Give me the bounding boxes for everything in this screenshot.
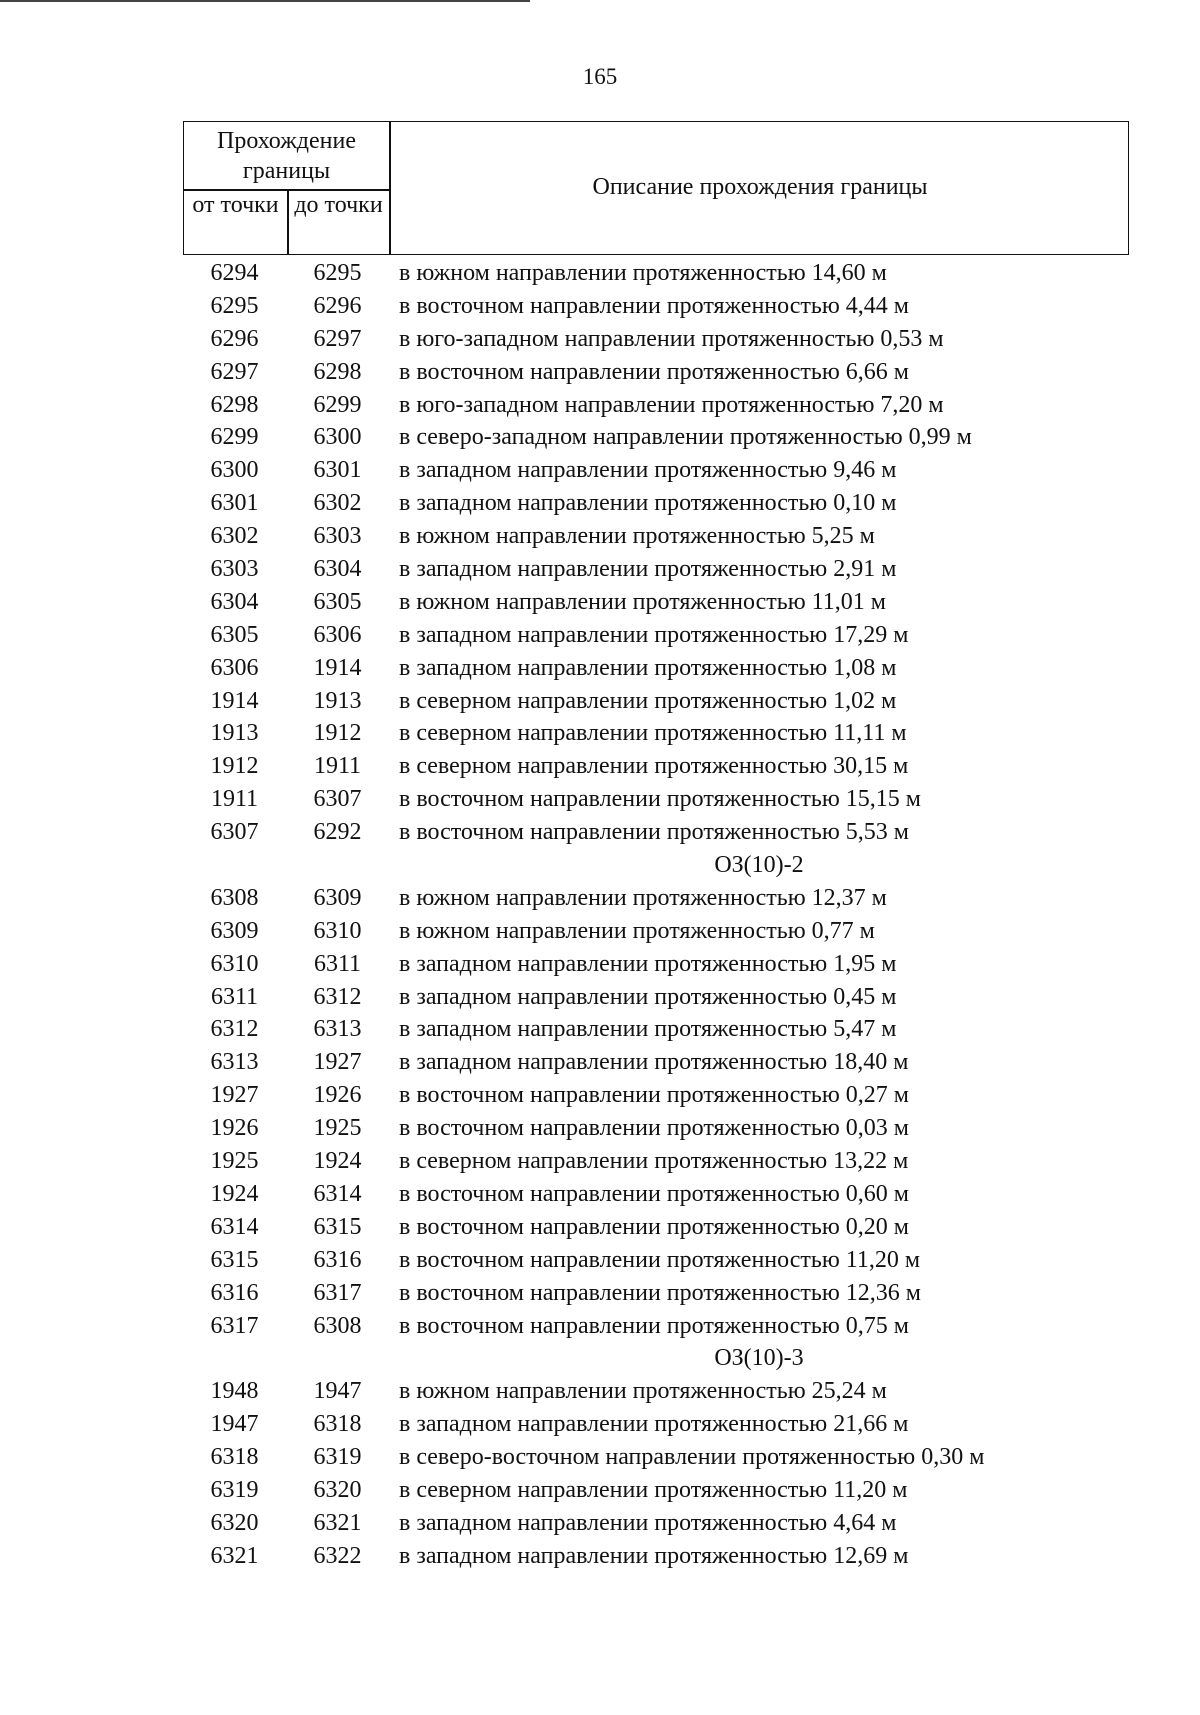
to-point-cell: 6299 [313, 391, 362, 418]
from-point-cell: 6313 [210, 1049, 259, 1076]
to-point-cell: 6295 [313, 260, 362, 286]
from-point-cell: 6309 [210, 917, 259, 944]
description-cell: в северном направлении протяженностью 30,15 м [399, 753, 909, 780]
header-boundary-passage: Прохождение границы [216, 128, 356, 184]
table-row [183, 1277, 1183, 1310]
table-row [183, 421, 1183, 454]
from-point-cell: 1926 [210, 1115, 259, 1142]
description-cell: в западном направлении протяженностью 2,91 м [399, 556, 897, 583]
description-cell: в восточном направлении протяженностью 0,75 м [399, 1312, 909, 1339]
description-cell: в восточном направлении протяженностью 12,36 м [399, 1279, 921, 1306]
from-point-cell: 6316 [210, 1279, 259, 1306]
table-row [183, 783, 1183, 816]
table-row [183, 882, 1183, 915]
header-from-point: от точки [192, 192, 279, 218]
to-point-cell: 6301 [313, 457, 362, 484]
from-point-cell: 6304 [210, 588, 259, 615]
description-cell: в западном направлении протяженностью 5,47 м [399, 1016, 897, 1043]
description-cell: в юго-западном направлении протяженностью 7,20 м [399, 391, 944, 418]
table-row [183, 1079, 1183, 1112]
description-cell: в восточном направлении протяженностью 0,20 м [399, 1213, 909, 1240]
from-point-cell: 1913 [210, 720, 259, 747]
table-row [183, 619, 1183, 652]
from-point-cell: 6298 [210, 391, 259, 418]
table-row [183, 1375, 1183, 1408]
description-cell: в северо-западном направлении протяженностью 0,99 м [399, 424, 972, 451]
description-cell: в южном направлении протяженностью 11,01 м [399, 588, 886, 615]
to-point-cell: 6322 [313, 1542, 362, 1569]
from-point-cell: 6299 [210, 424, 259, 451]
table-row [183, 915, 1183, 948]
table-row [183, 389, 1183, 422]
scan-edge-line [0, 0, 530, 2]
section-heading [183, 1342, 1183, 1375]
table-row [183, 948, 1183, 981]
description-cell: в восточном направлении протяженностью 15,15 м [399, 786, 921, 813]
header-to-point: до точки [294, 192, 383, 218]
from-point-cell: 1948 [210, 1378, 259, 1405]
to-point-cell: 6319 [313, 1444, 362, 1471]
page-number: 165 [582, 64, 618, 89]
description-cell: в северном направлении протяженностью 11,11 м [399, 720, 907, 747]
to-point-cell: 6307 [313, 786, 362, 813]
description-cell: в восточном направлении протяженностью 0,27 м [399, 1082, 909, 1109]
to-point-cell: 1912 [313, 720, 362, 747]
from-point-cell: 6302 [210, 523, 259, 550]
from-point-cell: 6307 [210, 819, 259, 846]
description-cell: в восточном направлении протяженностью 5,53 м [399, 819, 909, 846]
from-point-cell: 1947 [210, 1411, 259, 1438]
table-row [183, 356, 1183, 389]
from-point-cell: 6300 [210, 457, 259, 484]
from-point-cell: 6306 [210, 654, 259, 681]
table-row [183, 553, 1183, 586]
description-cell: в южном направлении протяженностью 12,37 м [399, 884, 887, 911]
table-row [183, 816, 1183, 849]
to-point-cell: 6306 [313, 621, 362, 648]
section-title: ОЗ(10)-3 [714, 1345, 804, 1372]
description-cell: в западном направлении протяженностью 1,95 м [399, 950, 897, 977]
to-point-cell: 6312 [313, 983, 362, 1010]
description-cell: в южном направлении протяженностью 14,60 м [399, 260, 887, 286]
from-point-cell: 6308 [210, 884, 259, 911]
to-point-cell: 6300 [313, 424, 362, 451]
section-title: ОЗ(10)-2 [714, 852, 804, 879]
from-point-cell: 1925 [210, 1148, 259, 1175]
to-point-cell: 6320 [313, 1476, 362, 1503]
description-cell: в восточном направлении протяженностью 0,03 м [399, 1115, 909, 1142]
table-row [183, 1178, 1183, 1211]
table-row [183, 1441, 1183, 1474]
description-cell: в западном направлении протяженностью 0,45 м [399, 983, 897, 1010]
to-point-cell: 6316 [313, 1246, 362, 1273]
to-point-cell: 1924 [313, 1148, 362, 1175]
description-cell: в южном направлении протяженностью 25,24 м [399, 1378, 887, 1405]
to-point-cell: 1925 [313, 1115, 362, 1142]
to-point-cell: 6313 [313, 1016, 362, 1043]
description-cell: в западном направлении протяженностью 12,69 м [399, 1542, 909, 1569]
description-cell: в западном направлении протяженностью 21,66 м [399, 1411, 909, 1438]
description-cell: в восточном направлении протяженностью 6,66 м [399, 358, 909, 385]
description-cell: в западном направлении протяженностью 0,10 м [399, 490, 897, 517]
from-point-cell: 6320 [210, 1509, 259, 1536]
from-point-cell: 6312 [210, 1016, 259, 1043]
from-point-cell: 6318 [210, 1444, 259, 1471]
table-row [183, 1046, 1183, 1079]
section-heading [183, 849, 1183, 882]
to-point-cell: 1913 [313, 687, 362, 714]
from-point-cell: 6295 [210, 292, 259, 319]
to-point-cell: 1926 [313, 1082, 362, 1109]
description-cell: в южном направлении протяженностью 0,77 м [399, 917, 875, 944]
from-point-cell: 6303 [210, 556, 259, 583]
description-cell: в восточном направлении протяженностью 11,20 м [399, 1246, 921, 1273]
header-description: Описание прохождения границы [592, 174, 928, 200]
from-point-cell: 1914 [210, 687, 259, 714]
table-row [183, 520, 1183, 553]
description-cell: в северном направлении протяженностью 13,22 м [399, 1148, 909, 1175]
table-row [183, 1540, 1183, 1573]
from-point-cell: 6314 [210, 1213, 259, 1240]
from-point-cell: 6311 [210, 983, 259, 1010]
table-row [183, 290, 1183, 323]
from-point-cell: 6294 [210, 260, 259, 286]
to-point-cell: 6304 [313, 556, 362, 583]
to-point-cell: 1947 [313, 1378, 362, 1405]
to-point-cell: 1914 [313, 654, 362, 681]
description-cell: в северном направлении протяженностью 11,20 м [399, 1476, 908, 1503]
table-row [183, 1507, 1183, 1540]
from-point-cell: 1924 [210, 1180, 259, 1207]
table-row [183, 1244, 1183, 1277]
table-row [183, 1145, 1183, 1178]
to-point-cell: 6309 [313, 884, 362, 911]
table-row [183, 487, 1183, 520]
to-point-cell: 6318 [313, 1411, 362, 1438]
to-point-cell: 6315 [313, 1213, 362, 1240]
table-row [183, 257, 1183, 290]
table-row [183, 685, 1183, 718]
description-cell: в западном направлении протяженностью 1,08 м [399, 654, 897, 681]
table-row [183, 981, 1183, 1014]
table-row [183, 1310, 1183, 1343]
to-point-cell: 6303 [313, 523, 362, 550]
table-row [183, 750, 1183, 783]
table-row [183, 586, 1183, 619]
table-header [183, 121, 1129, 255]
description-cell: в восточном направлении протяженностью 4,44 м [399, 292, 909, 319]
table-row [183, 1211, 1183, 1244]
from-point-cell: 1927 [210, 1082, 259, 1109]
to-point-cell: 6308 [313, 1312, 362, 1339]
to-point-cell: 6305 [313, 588, 362, 615]
table-row [183, 1112, 1183, 1145]
from-point-cell: 1912 [210, 753, 259, 780]
to-point-cell: 6298 [313, 358, 362, 385]
table-body [183, 257, 1183, 1573]
table-row [183, 1474, 1183, 1507]
from-point-cell: 6321 [210, 1542, 259, 1569]
description-cell: в западном направлении протяженностью 18,40 м [399, 1049, 909, 1076]
from-point-cell: 6317 [210, 1312, 259, 1339]
from-point-cell: 6301 [210, 490, 259, 517]
description-cell: в восточном направлении протяженностью 0,60 м [399, 1180, 909, 1207]
from-point-cell: 6305 [210, 621, 259, 648]
to-point-cell: 6292 [313, 819, 362, 846]
to-point-cell: 6314 [313, 1180, 362, 1207]
table-row [183, 717, 1183, 750]
description-cell: в южном направлении протяженностью 5,25 м [399, 523, 875, 550]
from-point-cell: 6297 [210, 358, 259, 385]
table-row [183, 652, 1183, 685]
description-cell: в западном направлении протяженностью 17,29 м [399, 621, 909, 648]
description-cell: в северо-восточном направлении протяженностью 0,30 м [399, 1444, 985, 1471]
description-cell: в юго-западном направлении протяженностью 0,53 м [399, 325, 944, 352]
from-point-cell: 6315 [210, 1246, 259, 1273]
description-cell: в западном направлении протяженностью 9,46 м [399, 457, 897, 484]
description-cell: в западном направлении протяженностью 4,64 м [399, 1509, 897, 1536]
to-point-cell: 6296 [313, 292, 362, 319]
to-point-cell: 1927 [313, 1049, 362, 1076]
to-point-cell: 1911 [313, 753, 362, 780]
table-row [183, 323, 1183, 356]
to-point-cell: 6310 [313, 917, 362, 944]
table-row [183, 1013, 1183, 1046]
to-point-cell: 6317 [313, 1279, 362, 1306]
from-point-cell: 1911 [210, 786, 259, 813]
to-point-cell: 6321 [313, 1509, 362, 1536]
to-point-cell: 6297 [313, 325, 362, 352]
to-point-cell: 6311 [313, 950, 362, 977]
to-point-cell: 6302 [313, 490, 362, 517]
from-point-cell: 6319 [210, 1476, 259, 1503]
table-row [183, 454, 1183, 487]
description-cell: в северном направлении протяженностью 1,02 м [399, 687, 897, 714]
table-row [183, 1408, 1183, 1441]
from-point-cell: 6296 [210, 325, 259, 352]
from-point-cell: 6310 [210, 950, 259, 977]
